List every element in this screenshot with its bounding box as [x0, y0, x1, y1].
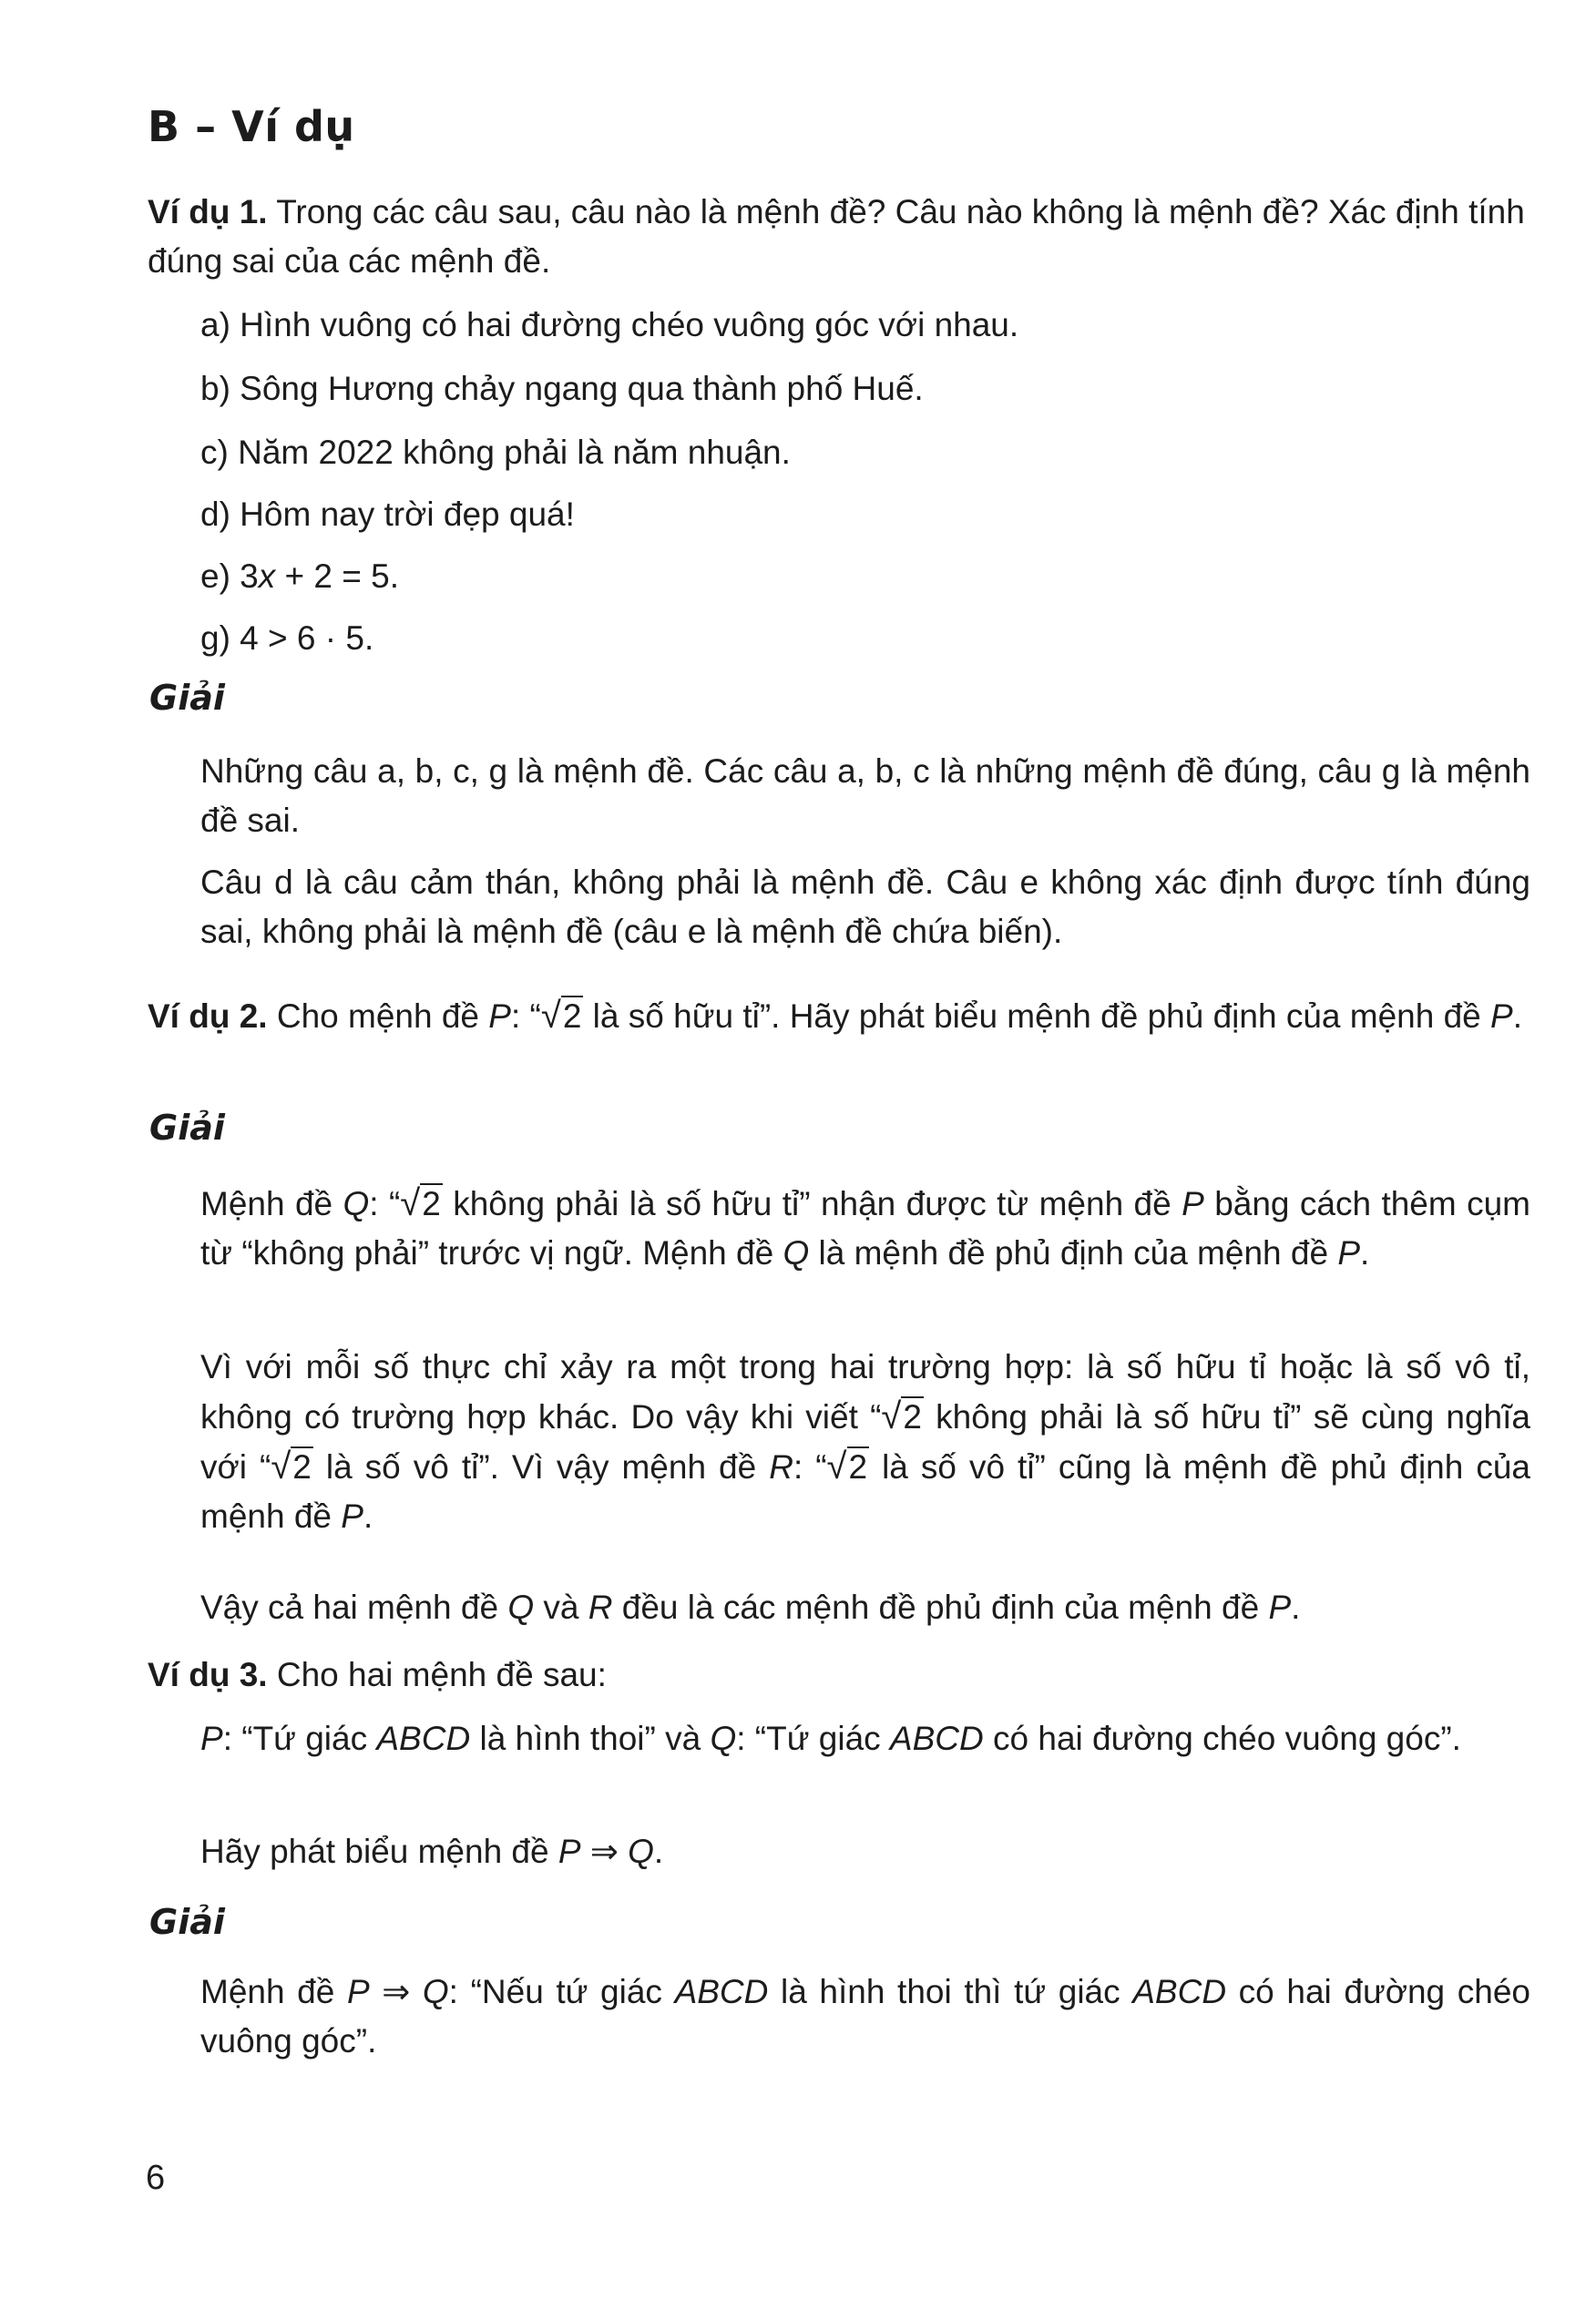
example1-item-b: b) Sông Hương chảy ngang qua thành phố Huế. [200, 370, 924, 407]
sqrt-2: √2 [540, 996, 582, 1036]
sqrt-2: √2 [826, 1446, 868, 1487]
example3-ask: Hãy phát biểu mệnh đề P ⇒ Q. [200, 1833, 664, 1870]
example1-solution-p1: Những câu a, b, c, g là mệnh đề. Các câu a, b, c là những mệnh đề đúng, câu g là mệnh đề sai. [200, 752, 1530, 839]
example3-intro: Ví dụ 3. Cho hai mệnh đề sau: [148, 1656, 607, 1693]
example2-solution-label: Giải [149, 1108, 225, 1148]
example3-label: Ví dụ 3. [148, 1656, 268, 1693]
example1-question-text: Trong các câu sau, câu nào là mệnh đề? Câu nào không là mệnh đề? Xác định tính đúng sai của các mệnh đề. [148, 193, 1525, 280]
example3-statements: P: “Tứ giác ABCD là hình thoi” và Q: “Tứ giác ABCD có hai đường chéo vuông góc”. [200, 1720, 1461, 1757]
example1-solution-label: Giải [149, 678, 225, 718]
example1-label: Ví dụ 1. [148, 193, 268, 230]
example1-question [148, 188, 1530, 286]
page-number: 6 [146, 2159, 166, 2197]
example3-solution: Mệnh đề P ⇒ Q: “Nếu tứ giác ABCD là hình thoi thì tứ giác ABCD có hai đường chéo vuông góc”. [200, 1973, 1530, 2060]
example2-solution-p3: Vậy cả hai mệnh đề Q và R đều là các mệnh đề phủ định của mệnh đề P. [200, 1589, 1301, 1626]
example1-item-c: c) Năm 2022 không phải là năm nhuận. [200, 434, 791, 471]
example1-item-g: g) 4 > 6 · 5. [200, 619, 374, 657]
example1-solution-p2: Câu d là câu cảm thán, không phải là mệnh đề. Câu e không xác định được tính đúng sai, không phải là mệnh đề (câu e là mệnh đề chứa biến). [200, 864, 1530, 950]
example1-item-e: e) 3x + 2 = 5. [200, 557, 400, 595]
sqrt-2: √2 [881, 1396, 922, 1436]
sqrt-2: √2 [400, 1183, 441, 1223]
example2-solution-p1: Mệnh đề Q: “√2 không phải là số hữu tỉ” nhận được từ mệnh đề P bằng cách thêm cụm từ “không phải” trước vị ngữ. Mệnh đề Q là mệnh đề phủ định của mệnh đề P. [200, 1183, 1530, 1272]
example2-solution-p2: Vì với mỗi số thực chỉ xảy ra một trong hai trường hợp: là số hữu tỉ hoặc là số vô tỉ, không có trường hợp khác. Do vậy khi viết “√2 không phải là số hữu tỉ” sẽ cùng nghĩa với “√2 là số vô tỉ”. Vì vậy mệnh đề R: “√2 là số vô tỉ” cũng là mệnh đề phủ định của mệnh đề P. [200, 1348, 1530, 1535]
section-heading: B – Ví dụ [148, 102, 355, 151]
example1-item-d: d) Hôm nay trời đẹp quá! [200, 496, 575, 533]
example2-label: Ví dụ 2. [148, 997, 268, 1035]
example2-question: Ví dụ 2. Cho mệnh đề P: “√2 là số hữu tỉ”. Hãy phát biểu mệnh đề phủ định của mệnh đề P. [148, 996, 1522, 1036]
example1-item-a: a) Hình vuông có hai đường chéo vuông góc với nhau. [200, 306, 1019, 343]
example3-solution-label: Giải [149, 1902, 225, 1942]
sqrt-2: √2 [271, 1446, 312, 1487]
